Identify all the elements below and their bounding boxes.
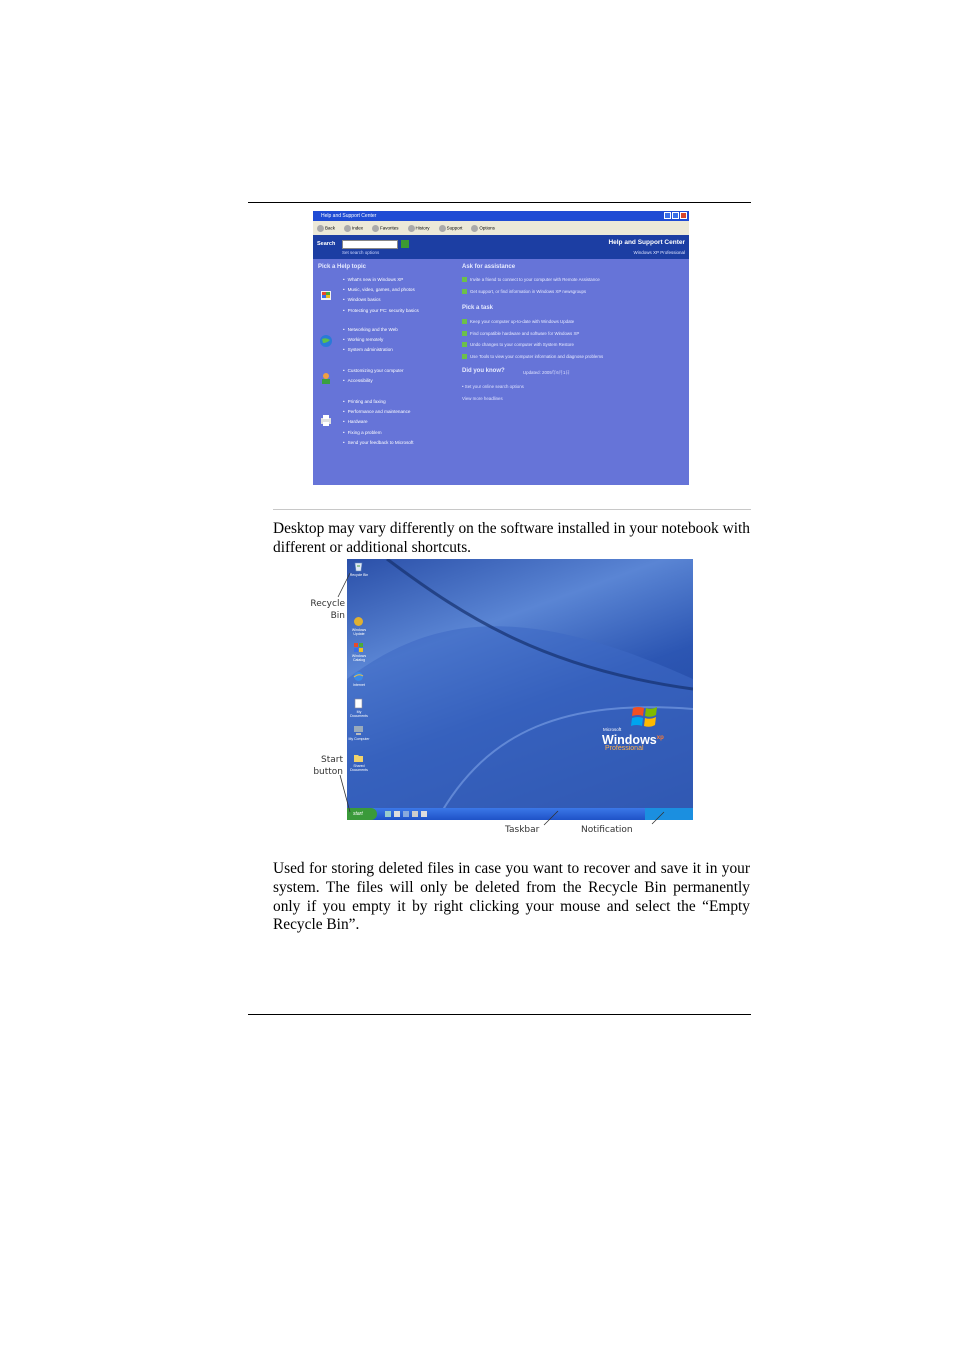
topic-link[interactable]: • Fixing a problem — [343, 428, 414, 438]
bottom-rule — [248, 1014, 751, 1015]
task-link[interactable]: Use Tools to view your computer information and diagnose problems — [462, 351, 603, 363]
window-controls — [664, 212, 687, 219]
topic-link[interactable]: • Send your feedback to Microsoft — [343, 438, 414, 448]
windows-catalog-label: Windows Catalog — [351, 654, 367, 662]
search-label: Search — [317, 241, 336, 247]
my-computer-label: My Computer — [348, 737, 370, 741]
taskbar-callout: Taskbar — [505, 825, 540, 835]
assistance-heading: Ask for assistance — [462, 264, 516, 270]
callout-leaders — [330, 570, 670, 828]
topic-link[interactable]: • Customizing your computer — [343, 366, 404, 376]
windows-update-label: Windows Update — [351, 628, 367, 636]
toolbar-options[interactable]: Options — [471, 225, 495, 232]
my-documents-label: My Documents — [350, 710, 368, 718]
globe-icon — [319, 334, 333, 348]
help-toolbar — [313, 221, 689, 235]
windows-basics-icon — [319, 289, 333, 303]
window-titlebar — [313, 211, 689, 221]
logo-edition: Professional — [605, 745, 644, 752]
task-heading: Pick a task — [462, 305, 494, 311]
internet-label: Internet — [353, 683, 365, 687]
task-list — [462, 316, 603, 362]
back-icon — [317, 225, 324, 232]
task-link[interactable]: Undo changes to your computer with System Restore — [462, 339, 603, 351]
notification-callout: Notification — [581, 825, 633, 835]
window-title: Help and Support Center — [321, 213, 377, 219]
logo-microsoft: Microsoft — [603, 727, 622, 732]
recycle-bin-paragraph: Used for storing deleted files in case you want to recover and save it in your system. The files will only be deleted from the Recycle Bin permanently only if you empty it by right clicking your mouse and select the “Empty Recycle Bin”. — [273, 860, 750, 934]
shared-documents-label: Shared Documents — [350, 764, 368, 772]
help-support-screenshot — [313, 211, 689, 485]
start-button-callout: Start button — [313, 755, 343, 777]
did-you-know-updated: Updated: 2005年6月1日 — [523, 370, 570, 375]
topic-link[interactable]: • Printing and faxing — [343, 397, 414, 407]
support-icon — [439, 225, 446, 232]
did-you-know-heading: Did you know? — [462, 368, 505, 374]
desktop-paragraph: Desktop may vary differently on the software installed in your notebook with different or additional shortcuts. — [273, 520, 750, 556]
search-bar — [313, 235, 689, 259]
toolbar-index[interactable]: Index — [344, 225, 363, 232]
maximize-icon[interactable] — [672, 212, 679, 219]
star-icon — [372, 225, 379, 232]
search-go-button[interactable] — [401, 240, 409, 248]
search-input[interactable] — [342, 240, 398, 249]
assistance-list — [462, 274, 600, 297]
topic-link[interactable]: • What's new in Windows XP — [343, 275, 419, 285]
help-edition: Windows XP Professional — [633, 250, 685, 255]
assistance-link[interactable]: Invite a friend to connect to your computer with Remote Assistance — [462, 274, 600, 286]
topic-link[interactable]: • System administration — [343, 345, 398, 355]
section-divider — [273, 509, 751, 510]
assistance-link[interactable]: Get support, or find information in Windows XP newsgroups — [462, 286, 600, 298]
topic-group-3 — [343, 366, 404, 386]
top-rule — [248, 202, 751, 203]
did-you-know-link[interactable]: • Set your online search options — [462, 384, 524, 389]
topic-group-4 — [343, 397, 414, 448]
topic-link[interactable]: • Networking and the Web — [343, 325, 398, 335]
minimize-icon[interactable] — [664, 212, 671, 219]
recycle-bin-callout: Recycle Bin — [310, 599, 345, 621]
topic-link[interactable]: • Working remotely — [343, 335, 398, 345]
printer-icon — [319, 413, 333, 427]
topic-link[interactable]: • Performance and maintenance — [343, 407, 414, 417]
customize-icon — [319, 371, 333, 385]
search-options-link[interactable]: Set search options — [342, 250, 380, 255]
index-icon — [344, 225, 351, 232]
start-button[interactable]: start — [347, 808, 377, 820]
options-icon — [471, 225, 478, 232]
task-link[interactable]: Keep your computer up-to-date with Windows Update — [462, 316, 603, 328]
toolbar-support[interactable]: Support — [439, 225, 463, 232]
pick-topic-heading: Pick a Help topic — [318, 264, 367, 270]
help-body — [313, 259, 689, 485]
topic-link[interactable]: • Hardware — [343, 417, 414, 427]
topic-link[interactable]: • Music, video, games, and photos — [343, 285, 419, 295]
toolbar-history[interactable]: History — [408, 225, 430, 232]
history-icon — [408, 225, 415, 232]
close-icon[interactable] — [680, 212, 687, 219]
topic-link[interactable]: • Accessibility — [343, 376, 404, 386]
topic-group-2 — [343, 325, 398, 356]
task-link[interactable]: Find compatible hardware and software for Windows XP — [462, 328, 603, 340]
help-brand: Help and Support Center — [608, 239, 685, 246]
logo-windows: Windows$^{xp}$ — [602, 733, 664, 747]
view-more-headlines-link[interactable]: View more headlines — [462, 396, 503, 401]
topic-link[interactable]: • Windows basics — [343, 295, 419, 305]
topic-link[interactable]: • Protecting your PC: security basics — [343, 306, 419, 316]
recycle-bin-label: Recycle Bin — [349, 573, 369, 577]
toolbar-favorites[interactable]: Favorites — [372, 225, 399, 232]
toolbar-back[interactable]: Back — [317, 225, 335, 232]
topic-group-1 — [343, 275, 419, 316]
